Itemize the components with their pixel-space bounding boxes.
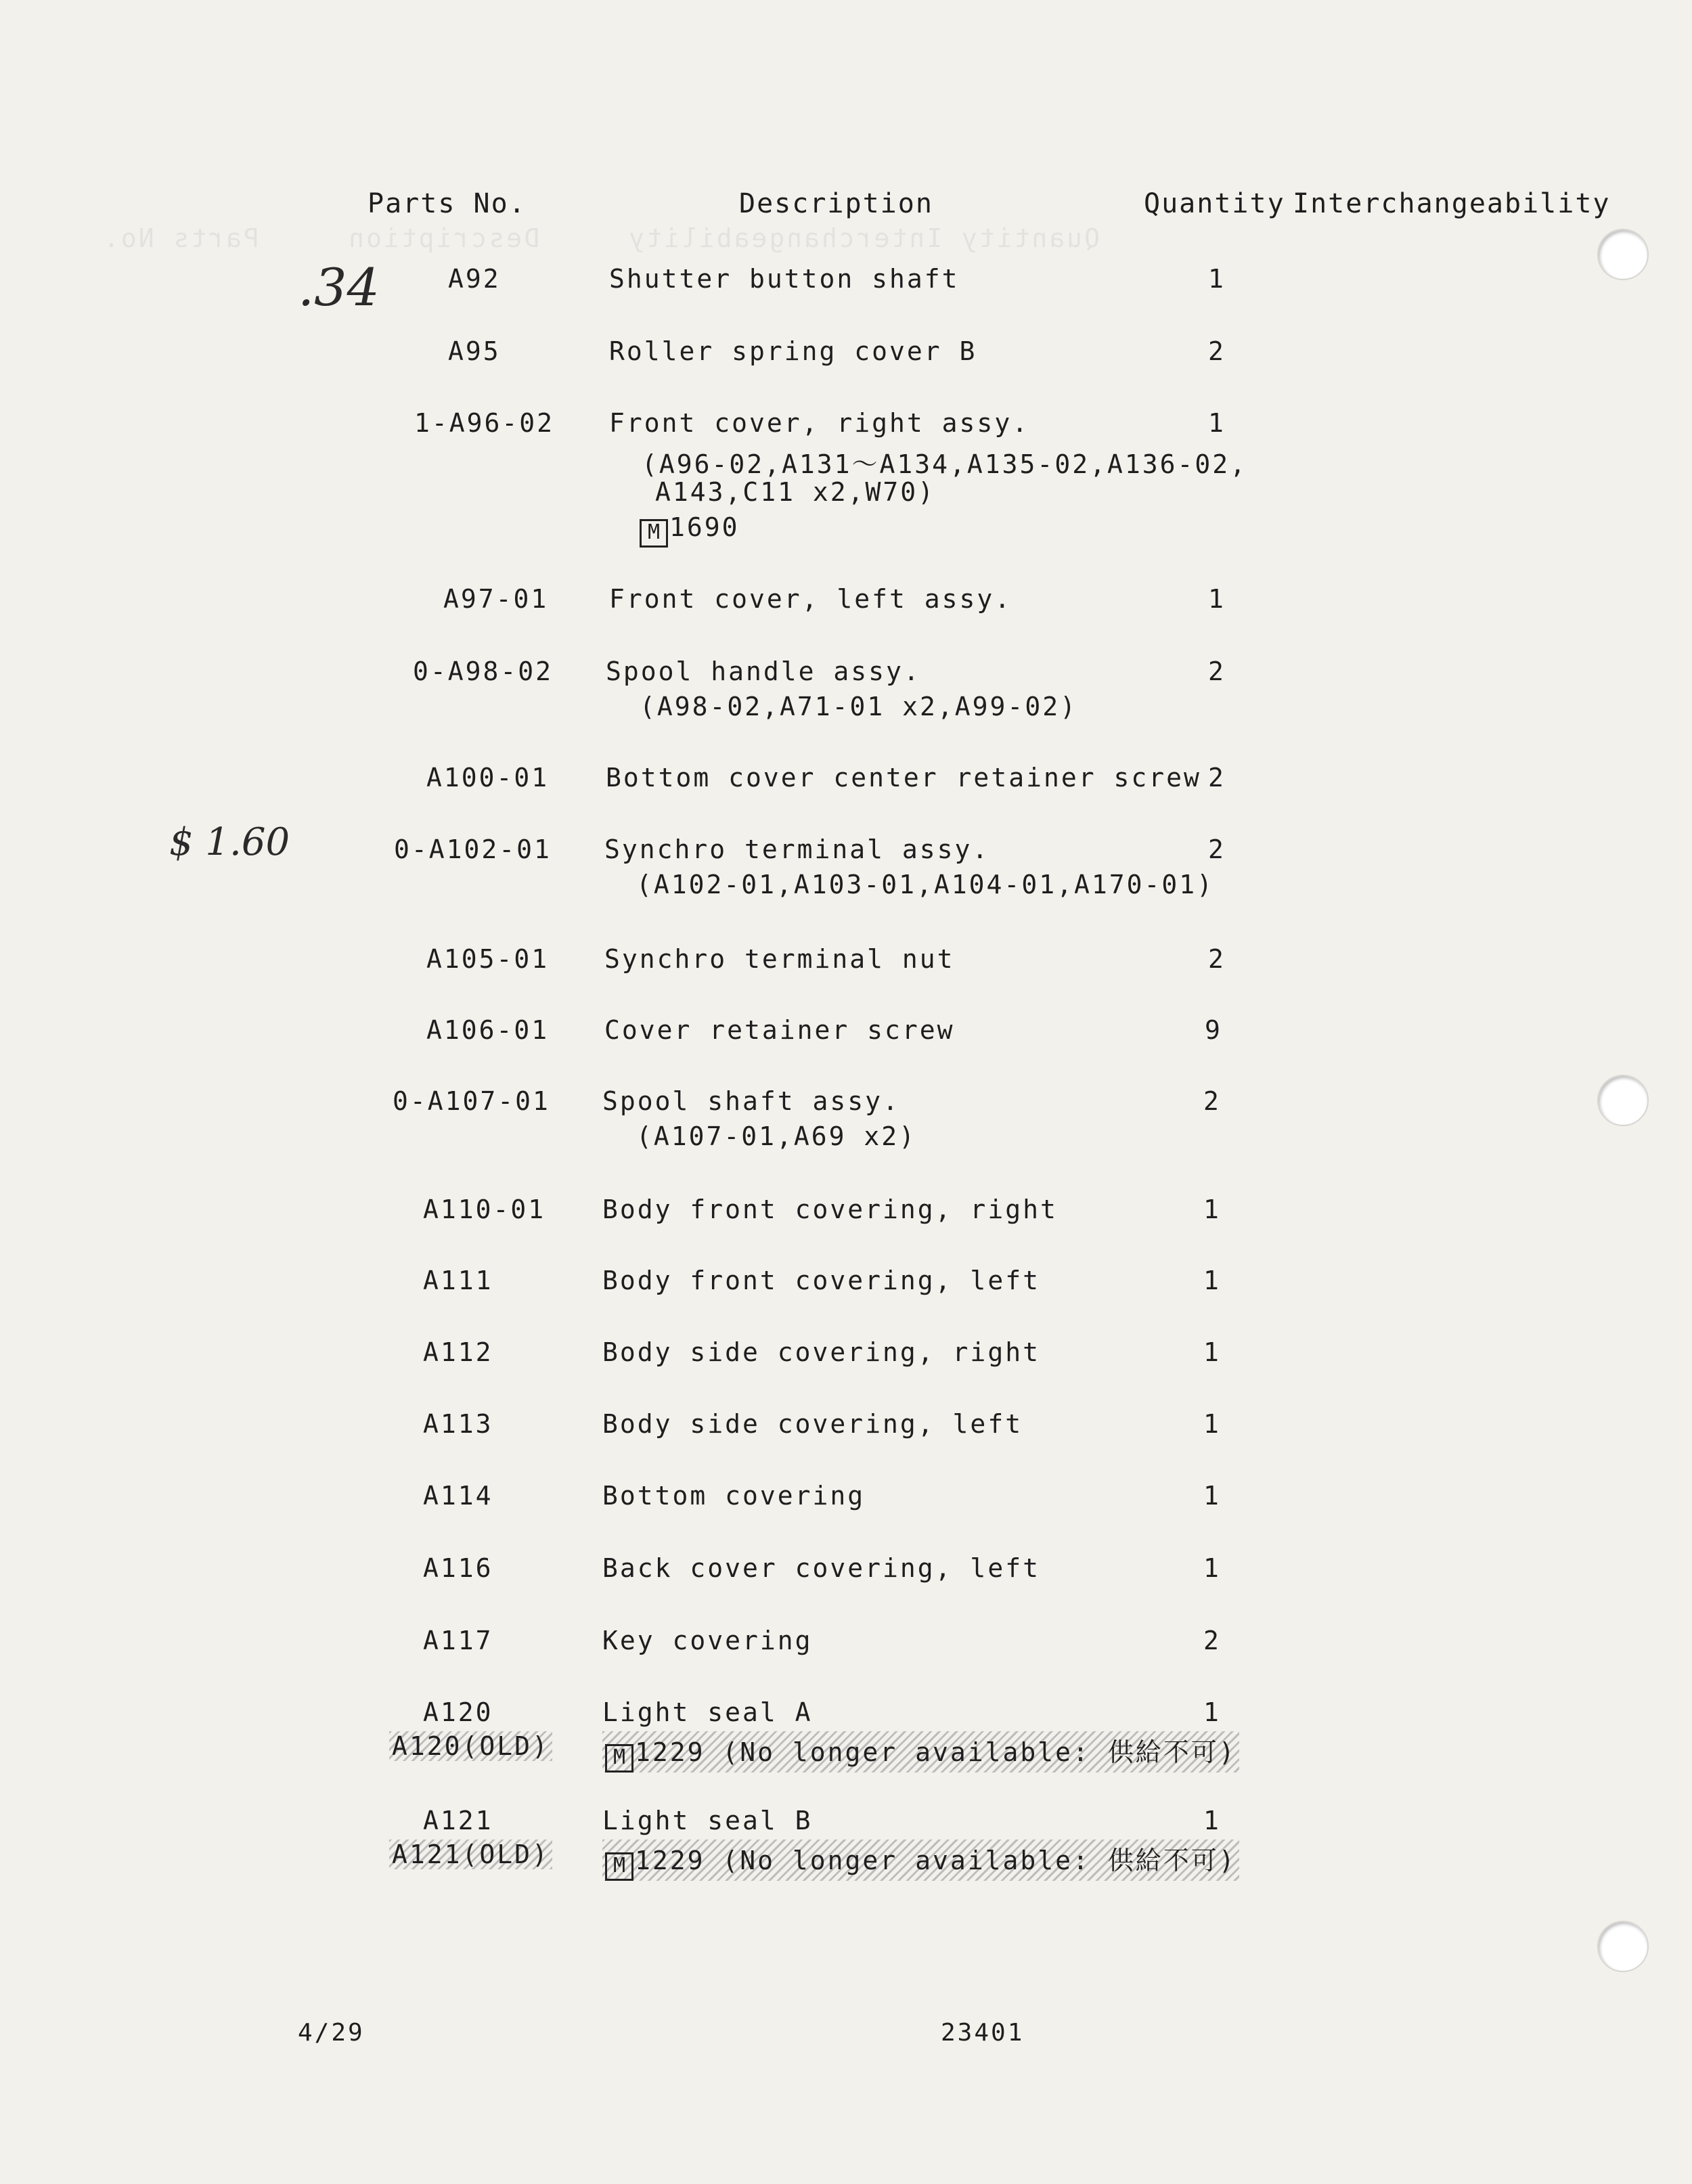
part-description: Spool handle assy. xyxy=(606,656,921,686)
part-components: (A102-01,A103-01,A104-01,A170-01) xyxy=(636,870,1214,899)
m-reference-number: 1229 xyxy=(635,1846,705,1875)
part-number: A106-01 xyxy=(426,1015,550,1045)
header-parts-no: Parts No. xyxy=(368,188,527,219)
obsolete-note xyxy=(602,1731,1239,1773)
part-quantity: 2 xyxy=(1203,1626,1221,1655)
part-components: (A96-02,A131～A134,A135-02,A136-02, xyxy=(642,449,1247,479)
part-description: Front cover, right assy. xyxy=(609,408,1030,438)
part-number: A113 xyxy=(423,1409,493,1439)
part-description: Body front covering, right xyxy=(602,1195,1058,1224)
part-quantity: 1 xyxy=(1203,1266,1221,1295)
part-number: A111 xyxy=(423,1266,493,1295)
part-quantity: 2 xyxy=(1208,834,1226,864)
part-quantity: 2 xyxy=(1203,1086,1221,1116)
part-description: Spool shaft assy. xyxy=(602,1086,900,1116)
header-interchangeability: Interchangeability xyxy=(1293,188,1611,219)
m-box-icon: M xyxy=(605,1744,633,1773)
part-number: A110-01 xyxy=(423,1195,546,1224)
part-quantity: 2 xyxy=(1208,336,1226,366)
part-description: Bottom cover center retainer screw xyxy=(606,763,1201,793)
part-number: A97-01 xyxy=(443,584,549,614)
part-description: Light seal B xyxy=(602,1806,813,1835)
part-number: A117 xyxy=(423,1626,493,1655)
part-description: Body side covering, right xyxy=(602,1337,1040,1367)
part-quantity: 1 xyxy=(1208,408,1226,438)
handwritten-price-160: $ 1.60 xyxy=(169,820,290,864)
m-box-icon: M xyxy=(640,519,668,548)
part-number: 1-A96-02 xyxy=(414,408,555,438)
part-description: Body side covering, left xyxy=(602,1409,1023,1439)
header-quantity: Quantity xyxy=(1144,188,1285,219)
part-number: 0-A98-02 xyxy=(413,656,554,686)
bleed-through-text: Quantity Interchangeability Description Parts No. xyxy=(102,223,1100,253)
m-reference-number: 1229 xyxy=(635,1737,705,1767)
part-quantity: 1 xyxy=(1208,584,1226,614)
binder-hole-bottom xyxy=(1597,1921,1649,1972)
m-box-icon: M xyxy=(605,1852,633,1881)
part-quantity: 1 xyxy=(1203,1481,1221,1511)
part-description: Synchro terminal assy. xyxy=(604,834,990,864)
part-description: Back cover covering, left xyxy=(602,1553,1040,1583)
footer-page-number: 4/29 xyxy=(298,2019,365,2047)
part-quantity: 1 xyxy=(1208,264,1226,294)
part-number: A95 xyxy=(448,336,501,366)
part-description: Bottom covering xyxy=(602,1481,866,1511)
part-components: A143,C11 x2,W70) xyxy=(655,477,936,507)
part-description: Front cover, left assy. xyxy=(609,584,1012,614)
part-description: Synchro terminal nut xyxy=(604,944,955,974)
m-reference-note xyxy=(640,512,740,548)
part-components: (A98-02,A71-01 x2,A99-02) xyxy=(640,692,1077,721)
part-quantity: 1 xyxy=(1203,1195,1221,1224)
part-quantity: 9 xyxy=(1205,1015,1222,1045)
part-description: Shutter button shaft xyxy=(609,264,960,294)
part-number: A112 xyxy=(423,1337,493,1367)
part-quantity: 1 xyxy=(1203,1806,1221,1835)
part-description: Cover retainer screw xyxy=(604,1015,955,1045)
part-quantity: 2 xyxy=(1208,763,1226,793)
part-components: (A107-01,A69 x2) xyxy=(636,1121,917,1151)
footer-document-code: 23401 xyxy=(941,2019,1025,2047)
part-quantity: 1 xyxy=(1203,1409,1221,1439)
part-description: Roller spring cover B xyxy=(609,336,977,366)
part-number: A114 xyxy=(423,1481,493,1511)
binder-hole-middle xyxy=(1597,1075,1649,1126)
part-quantity: 1 xyxy=(1203,1337,1221,1367)
availability-note: (No longer available: 供給不可) xyxy=(722,1846,1237,1875)
binder-hole-top xyxy=(1597,229,1649,280)
part-number: A120 xyxy=(423,1697,493,1727)
part-number: A116 xyxy=(423,1553,493,1583)
part-quantity: 2 xyxy=(1208,656,1226,686)
part-number: A121 xyxy=(423,1806,493,1835)
handwritten-price-34: .34 xyxy=(298,257,380,317)
part-quantity: 1 xyxy=(1203,1697,1221,1727)
part-number-old: A121(OLD) xyxy=(389,1840,552,1869)
part-number: A100-01 xyxy=(426,763,550,793)
part-number: A92 xyxy=(448,264,501,294)
part-number-old: A120(OLD) xyxy=(389,1731,552,1761)
part-number: 0-A102-01 xyxy=(394,834,552,864)
part-quantity: 1 xyxy=(1203,1553,1221,1583)
part-number: A105-01 xyxy=(426,944,550,974)
part-description: Key covering xyxy=(602,1626,813,1655)
part-description: Body front covering, left xyxy=(602,1266,1040,1295)
part-quantity: 2 xyxy=(1208,944,1226,974)
part-description: Light seal A xyxy=(602,1697,813,1727)
header-description: Description xyxy=(739,188,933,219)
obsolete-note xyxy=(602,1840,1239,1881)
m-reference-number: 1690 xyxy=(669,512,740,542)
part-number: 0-A107-01 xyxy=(393,1086,550,1116)
availability-note: (No longer available: 供給不可) xyxy=(722,1737,1237,1767)
